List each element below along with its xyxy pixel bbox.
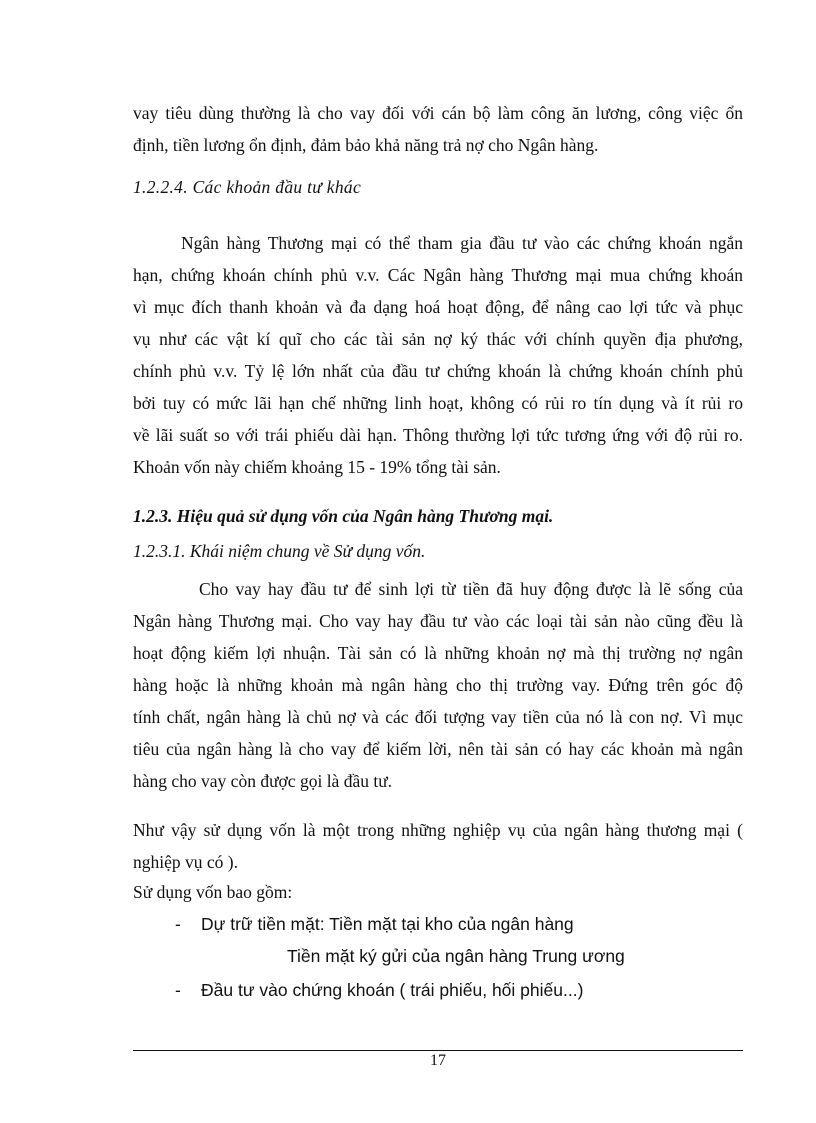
section-heading-1-2-3: 1.2.3. Hiệu quả sử dụng vốn của Ngân hàng Thương mại. bbox=[133, 506, 554, 526]
paragraph-line: bởi tuy có mức lãi hạn chế những linh hoạt, không có rủi ro tín dụng và ít rủi ro bbox=[133, 393, 743, 413]
paragraph-line: vay tiêu dùng thường là cho vay đối với cán bộ làm công ăn lương, công việc ổn bbox=[133, 103, 743, 123]
list-dash: - bbox=[175, 980, 181, 1000]
list-item-continuation: Tiền mặt ký gửi của ngân hàng Trung ương bbox=[287, 946, 625, 966]
paragraph-line: Ngân hàng Thương mại. Cho vay hay đầu tư vào các loại tài sản nào cũng đều là bbox=[133, 611, 743, 631]
paragraph-concept bbox=[133, 573, 743, 797]
paragraph-line: Ngân hàng Thương mại có thể tham gia đầu tư vào các chứng khoán ngắn bbox=[181, 233, 743, 253]
section-heading-1-2-2-4: 1.2.2.4. Các khoản đầu tư khác bbox=[133, 177, 362, 197]
paragraph-line: nghiệp vụ có ). bbox=[133, 852, 238, 872]
paragraph-line: Cho vay hay đầu tư để sinh lợi từ tiền đã huy động được là lẽ sống của bbox=[199, 579, 743, 599]
paragraph-line: về lãi suất so với trái phiếu dài hạn. Thông thường lợi tức tương ứng với độ rủi ro. bbox=[133, 425, 743, 445]
list-item-text: Dự trữ tiền mặt: Tiền mặt tại kho của ngân hàng bbox=[201, 914, 574, 934]
list-dash: - bbox=[175, 914, 181, 934]
paragraph-line: vụ như các vật kí quĩ cho các tài sản nợ ký thác với chính quyền địa phương, bbox=[133, 329, 743, 349]
paragraph-line: Sử dụng vốn bao gồm: bbox=[133, 882, 293, 902]
paragraph-usage bbox=[133, 814, 743, 878]
paragraph-line: Như vậy sử dụng vốn là một trong những nghiệp vụ của ngân hàng thương mại ( bbox=[133, 820, 743, 840]
paragraph-investments bbox=[133, 227, 743, 483]
list-item bbox=[175, 908, 574, 940]
paragraph-intro bbox=[133, 97, 743, 161]
section-heading-1-2-3-1: 1.2.3.1. Khái niệm chung về Sử dụng vốn. bbox=[133, 541, 426, 561]
paragraph-line: tiêu của ngân hàng là cho vay để kiếm lời, nên tài sản có hay các khoản mà ngân bbox=[133, 739, 743, 759]
paragraph-line: định, tiền lương ổn định, đảm bảo khả năng trả nợ cho Ngân hàng. bbox=[133, 135, 599, 155]
list-item-text: Đầu tư vào chứng khoán ( trái phiếu, hối phiếu...) bbox=[201, 980, 584, 1000]
paragraph-includes bbox=[133, 876, 743, 908]
footer-rule bbox=[133, 1050, 743, 1051]
paragraph-line: hạn, chứng khoán chính phủ v.v. Các Ngân hàng Thương mại mua chứng khoán bbox=[133, 265, 743, 285]
paragraph-line: hàng cho vay còn được gọi là đầu tư. bbox=[133, 771, 393, 791]
paragraph-line: hàng hoặc là những khoản mà ngân hàng cho thị trường vay. Đứng trên góc độ bbox=[133, 675, 743, 695]
paragraph-line: tính chất, ngân hàng là chủ nợ và các đối tượng vay tiền của nó là con nợ. Vì mục bbox=[133, 707, 743, 727]
page-number: 17 bbox=[430, 1052, 446, 1069]
paragraph-line: chính phủ v.v. Tỷ lệ lớn nhất của đầu tư chứng khoán là chứng khoán chính phủ bbox=[133, 361, 743, 381]
paragraph-line: hoạt động kiếm lợi nhuận. Tài sản có là những khoản nợ mà thị trường nợ ngân bbox=[133, 643, 743, 663]
paragraph-line: vì mục đích thanh khoản và đa dạng hoá hoạt động, để nâng cao lợi tức và phục bbox=[133, 297, 743, 317]
list-item bbox=[175, 974, 583, 1006]
paragraph-line: Khoản vốn này chiếm khoảng 15 - 19% tổng tài sản. bbox=[133, 457, 501, 477]
